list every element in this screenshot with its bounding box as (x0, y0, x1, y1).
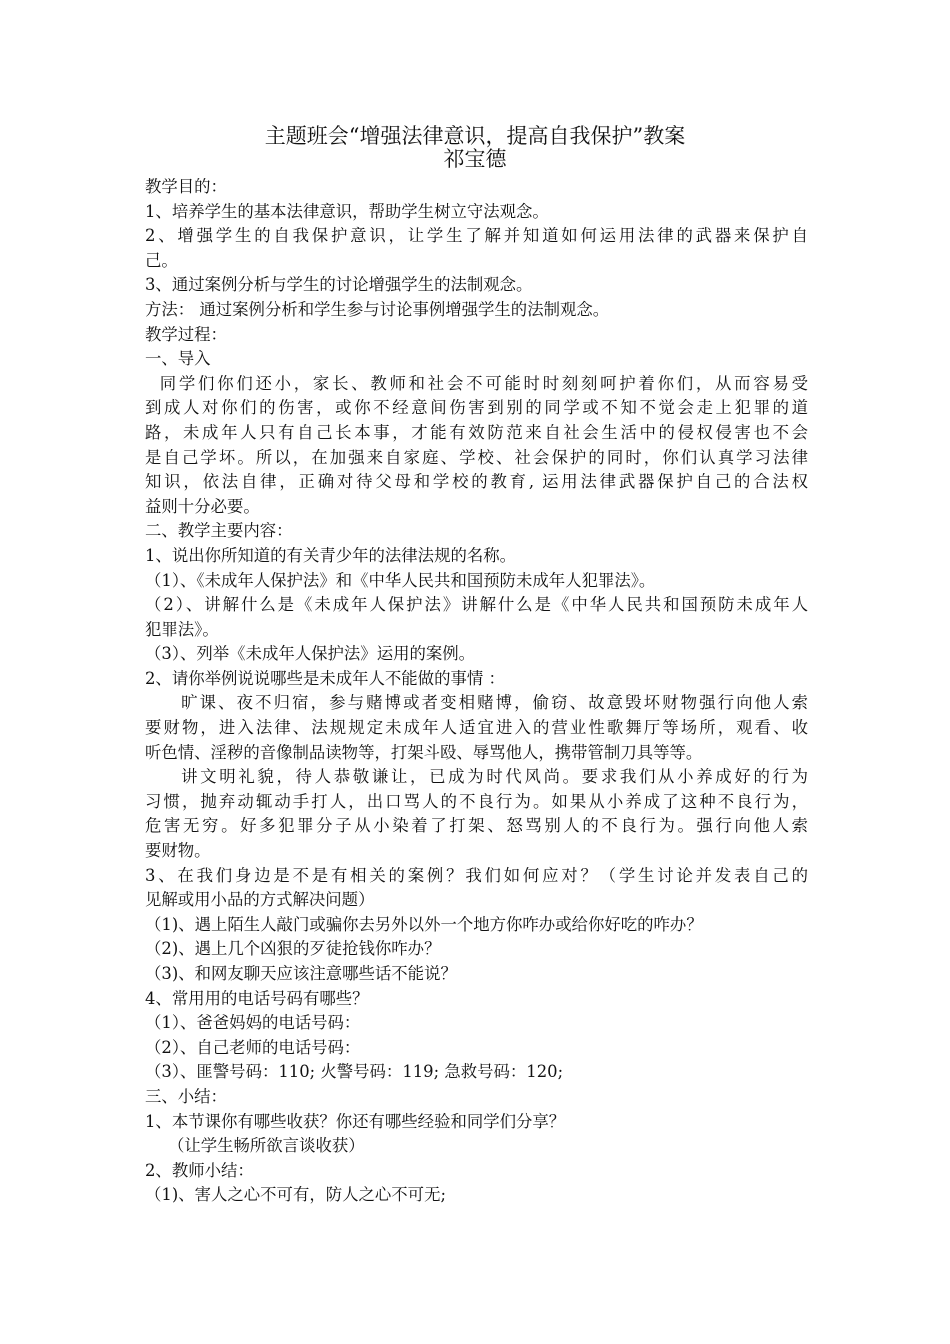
document-body (145, 175, 808, 1208)
document-line: 犯罪法》。 (145, 619, 219, 639)
document-line: 教学过程： (145, 324, 227, 344)
document-line: 一、导入 (145, 349, 211, 369)
document-line: 同学们你们还小，家长、教师和社会不可能时时刻刻呵护着你们，从而容易受 (159, 373, 808, 393)
document-line: 益则十分必要。 (145, 496, 260, 516)
document-line: 三、小结： (145, 1086, 227, 1106)
document-line: 2、教师小结： (145, 1160, 254, 1180)
document-line: （3）、列举《未成年人保护法》运用的案例。 (145, 644, 476, 664)
document-line: 到成人对你们的伤害，或你不经意间伤害到别的同学或不知不觉会走上犯罪的道 (145, 398, 808, 418)
document-line: 要财物。 (145, 841, 211, 861)
document-line: 4、常用用的电话号码有哪些？ (145, 988, 369, 1008)
document-line: 1、本节课你有哪些收获？你还有哪些经验和同学们分享？ (145, 1111, 566, 1131)
document-line: （2）、讲解什么是《未成年人保护法》讲解什么是《中华人民共和国预防未成年人 (145, 595, 808, 615)
document-line: 3、在我们身边是不是有相关的案例？我们如何应对？（学生讨论并发表自己的 (145, 865, 808, 885)
document-line: 2、增强学生的自我保护意识，让学生了解并知道如何运用法律的武器来保护自 (145, 226, 808, 246)
document-line: （1）、《未成年人保护法》和《中华人民共和国预防未成年人犯罪法》。 (145, 570, 656, 590)
document-line: （3）、匪警号码：110; 火警号码：119; 急救号码：120; (145, 1062, 564, 1082)
document-line: （让学生畅所欲言谈收获） (167, 1136, 365, 1156)
document-line: 习惯，抛弃动辄动手打人，出口骂人的不良行为。如果从小养成了这种不良行为， (145, 791, 808, 811)
document-line: （2)、遇上几个凶狠的歹徒抢钱你咋办？ (145, 939, 441, 959)
document-line: 1、说出你所知道的有关青少年的法律法规的名称。 (145, 545, 517, 565)
document-title: 主题班会“增强法律意识，提高自我保护”教案 (264, 124, 686, 148)
document-line: 见解或用小品的方式解决问题） (145, 890, 375, 910)
document-line: 知识，依法自律，正确对待父母和学校的教育, 运用法律武器保护自己的合法权 (145, 472, 808, 492)
document-line: 3、通过案例分析与学生的讨论增强学生的法制观念。 (145, 275, 533, 295)
document-line: 二、教学主要内容： (145, 521, 293, 541)
document-line: （1)、害人之心不可有，防人之心不可无; (145, 1185, 446, 1205)
document-line: 讲文明礼貌，待人恭敬谦让，已成为时代风尚。要求我们从小养成好的行为 (181, 767, 808, 787)
document-line: （2）、自己老师的电话号码： (145, 1037, 361, 1057)
document-line: 己。 (145, 250, 178, 270)
document-line: 听色情、淫秽的音像制品读物等，打架斗殴、辱骂他人，携带管制刀具等等。 (145, 742, 703, 762)
document-line: （1）、爸爸妈妈的电话号码： (145, 1013, 361, 1033)
document-line: 1、培养学生的基本法律意识，帮助学生树立守法观念。 (145, 201, 549, 221)
document-line: 路，未成年人只有自己长本事，才能有效防范来自社会生活中的侵权侵害也不会 (145, 422, 808, 442)
document-line: （1)、遇上陌生人敲门或骗你去另外以外一个地方你咋办或给你好吃的咋办？ (145, 914, 703, 934)
document-author: 祁宝德 (443, 147, 507, 171)
document-line: 2、请你举例说说哪些是未成年人不能做的事情 ： (145, 668, 505, 688)
document-line: 危害无穷。好多犯罪分子从小染着了打架、怒骂别人的不良行为。强行向他人索 (145, 816, 808, 836)
document-line: 教学目的： (145, 177, 227, 196)
document-line: （3)、和网友聊天应该注意哪些话不能说？ (145, 964, 457, 983)
document-line: 旷课、夜不归宿，参与赌博或者变相赌博，偷窃、故意毁坏财物强行向他人索 (181, 693, 808, 713)
document-line: 是自己学坏。所以，在加强来自家庭、学校、社会保护的同时，你们认真学习法律 (145, 447, 808, 467)
document-line: 要财物，进入法律、法规规定未成年人适宜进入的营业性歌舞厅等场所，观看、收 (145, 718, 808, 738)
document-line: 方法： 通过案例分析和学生参与讨论事例增强学生的法制观念。 (145, 299, 610, 319)
